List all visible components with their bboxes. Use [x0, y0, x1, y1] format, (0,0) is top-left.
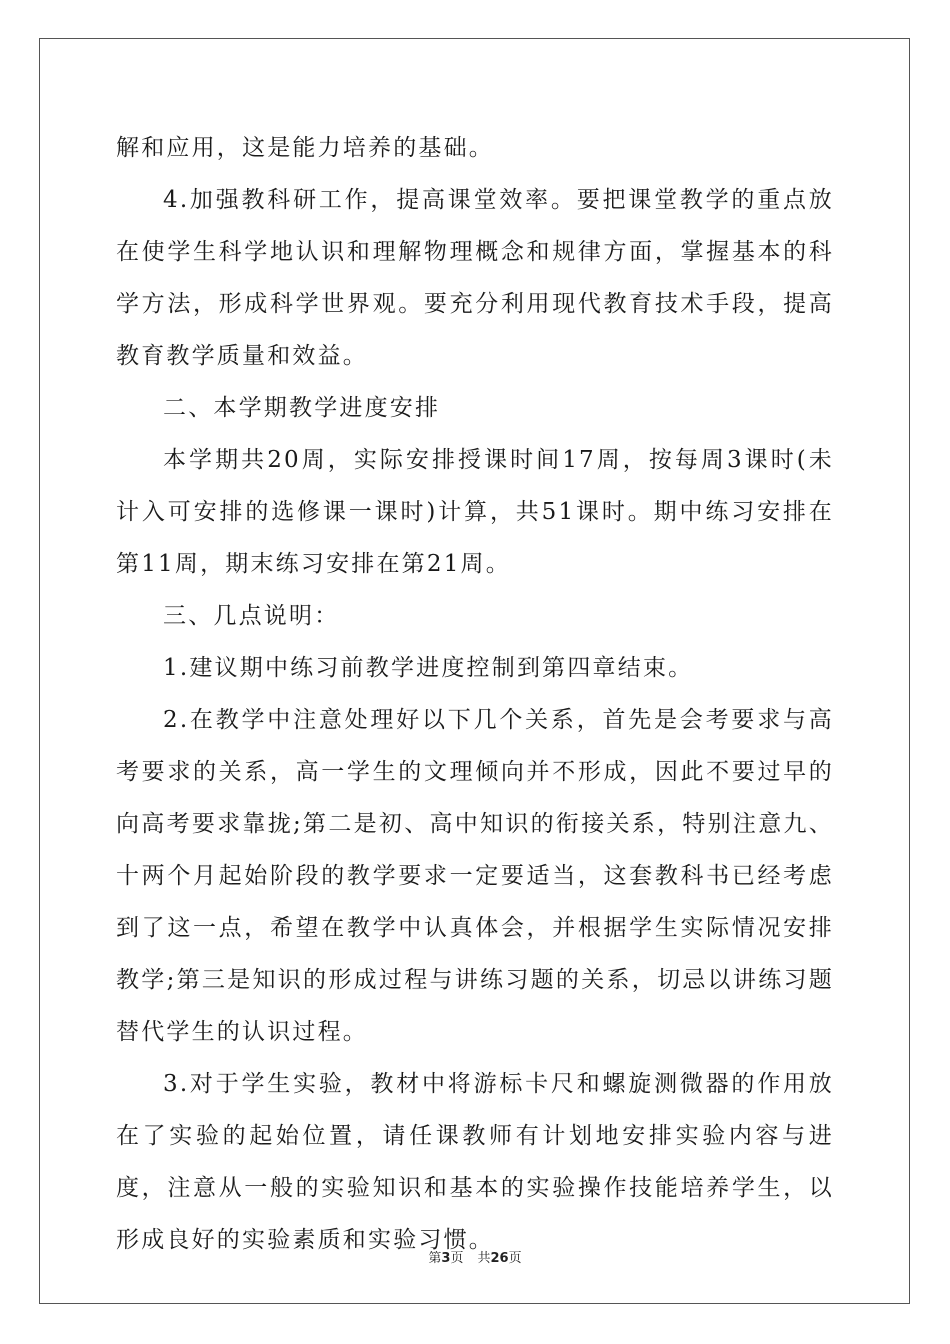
total-suffix: 页 [508, 1251, 522, 1266]
page-footer [0, 1247, 950, 1266]
paragraph-note-3: 3.对于学生实验，教材中将游标卡尺和螺旋测微器的作用放在了实验的起始位置，请任课教师有计划地安排实验内容与进度，注意从一般的实验知识和基本的实验操作技能培养学生，以形成良好的实验素质和实验习惯。 [116, 1071, 834, 1253]
page-suffix: 页 [450, 1251, 464, 1266]
section-heading-2: 二、本学期教学进度安排 [163, 395, 441, 421]
paragraph-item-4: 4.加强教科研工作，提高课堂效率。要把课堂教学的重点放在使学生科学地认识和理解物理概念和规律方面，掌握基本的科学方法，形成科学世界观。要充分利用现代教育技术手段，提高教育教学质量和效益。 [116, 187, 834, 369]
page-prefix: 第 [428, 1251, 442, 1266]
document-body [116, 122, 834, 1266]
paragraph-schedule: 本学期共20周，实际安排授课时间17周，按每周3课时(未计入可安排的选修课一课时)计算，共51课时。期中练习安排在第11周，期末练习安排在第21周。 [116, 447, 834, 577]
paragraph-continued: 解和应用，这是能力培养的基础。 [116, 135, 494, 161]
section-heading-3: 三、几点说明： [163, 603, 340, 629]
total-pages: 26 [490, 1251, 509, 1266]
paragraph-note-2: 2.在教学中注意处理好以下几个关系，首先是会考要求与高考要求的关系，高一学生的文理倾向并不形成，因此不要过早的向高考要求靠拢;第二是初、高中知识的衔接关系，特别注意九、十两个月起始阶段的教学要求一定要适当，这套教科书已经考虑到了这一点，希望在教学中认真体会，并根据学生实际情况安排教学;第三是知识的形成过程与讲练习题的关系，切忌以讲练习题替代学生的认识过程。 [116, 707, 834, 1045]
total-prefix: 共 [477, 1251, 491, 1266]
paragraph-note-1: 1.建议期中练习前教学进度控制到第四章结束。 [163, 655, 694, 681]
page-number: 3 [441, 1251, 451, 1266]
